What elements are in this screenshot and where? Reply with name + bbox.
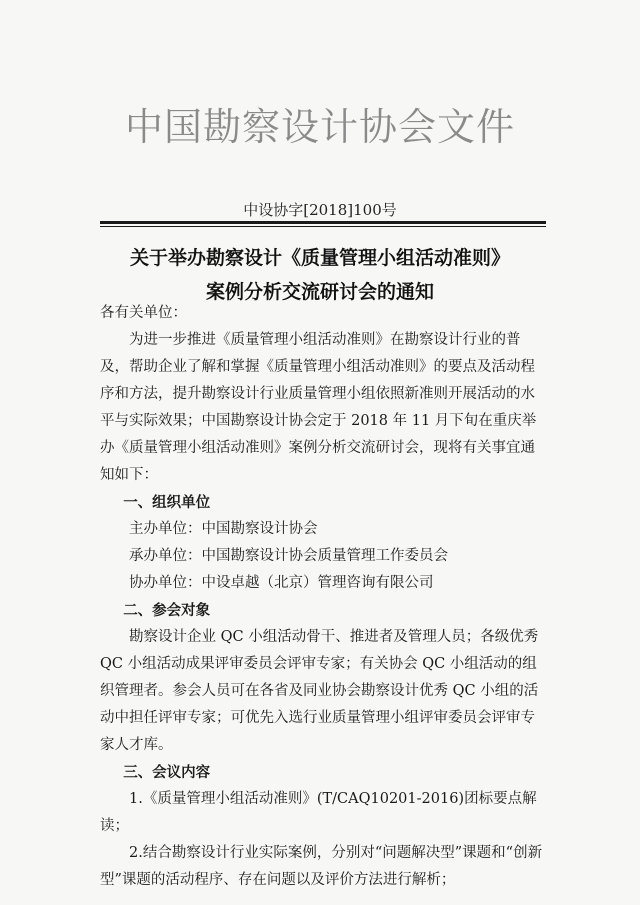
section-heading-organizers: 一、组织单位	[123, 494, 211, 511]
notice-title-line-1: 关于举办勘察设计《质量管理小组活动准则》	[129, 247, 510, 269]
document-number: 中设协字[2018]100号	[243, 201, 397, 219]
content-item-2: 2.结合勘察设计行业实际案例，分别对“问题解决型”课题和“创新型”课题的活动程序、存在问题以及评价方法进行解析；	[100, 845, 543, 888]
intro-paragraph: 为进一步推进《质量管理小组活动准则》在勘察设计行业的普及，帮助企业了解和掌握《质量管理小组活动准则》的要点及活动程序和方法，提升勘察设计行业质量管理小组依照新准则开展活动的水平与实际效果；中国勘察设计协会定于 2018 年 11 月下旬在重庆举办《质量管理小组活动准则》案例分析交流研讨会，现将有关事宜通知如下：	[100, 332, 537, 483]
content-item-1: 1.《质量管理小组活动准则》(T/CAQ10201-2016)团标要点解读；	[100, 791, 537, 834]
organizer-host: 主办单位：中国勘察设计协会	[129, 521, 318, 537]
section-heading-participants: 二、参会对象	[123, 602, 211, 619]
agency-header: 中国勘察设计协会文件	[124, 105, 515, 149]
header-rule-thick	[100, 221, 546, 224]
organizer-undertaker: 承办单位：中国勘察设计协会质量管理工作委员会	[129, 548, 448, 564]
organizer-co-host: 协办单位：中设卓越（北京）管理咨询有限公司	[129, 575, 434, 591]
participants-paragraph: 勘察设计企业 QC 小组活动骨干、推进者及管理人员；各级优秀 QC 小组活动成果评审委员会评审专家；有关协会 QC 小组活动的组织管理者。参会人员可在各省及同业协会勘察设计优秀 QC 小组的活动中担任评审专家；可优先入选行业质量管理小组评审委员会评审专家人才库。	[100, 629, 539, 753]
header-rule-thin	[100, 226, 546, 227]
section-heading-content: 三、会议内容	[123, 764, 211, 781]
notice-title-line-2: 案例分析交流研讨会的通知	[205, 281, 434, 303]
salutation: 各有关单位：	[100, 305, 187, 321]
notice-body	[100, 300, 546, 894]
